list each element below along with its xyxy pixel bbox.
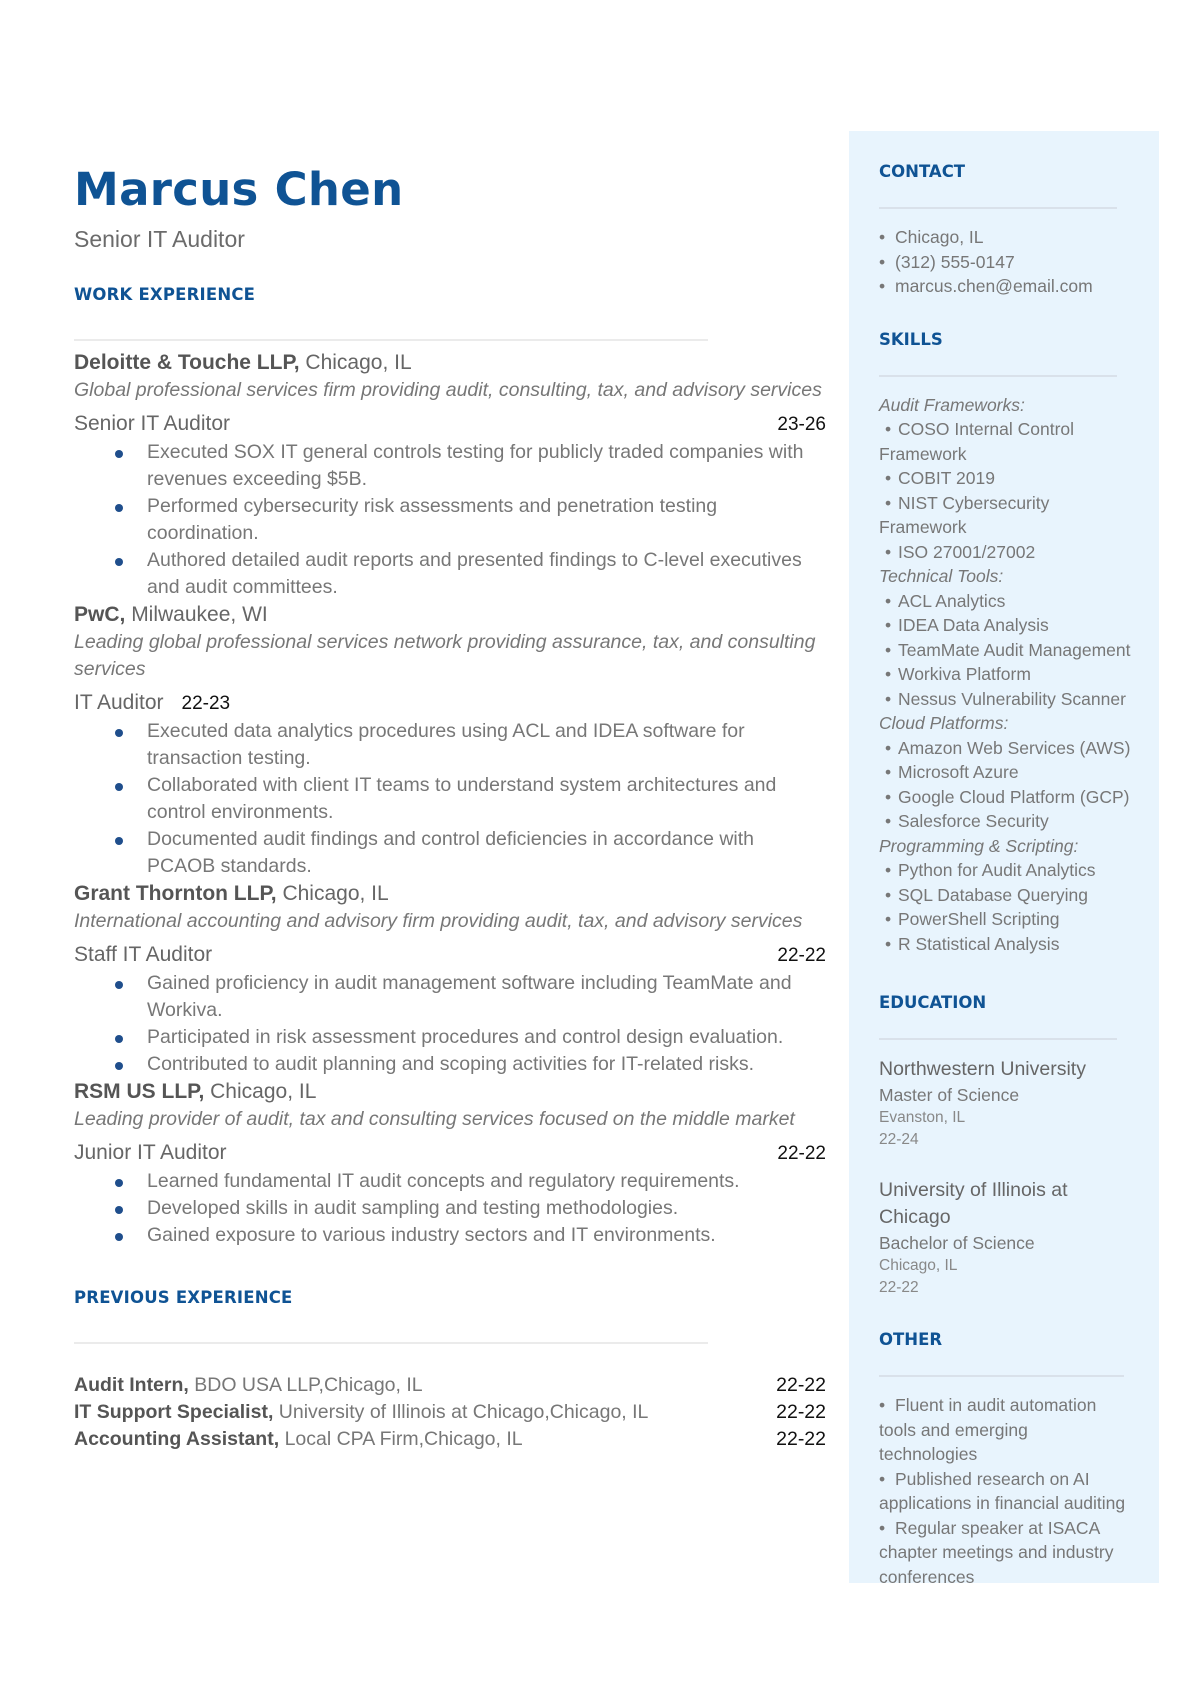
degree: Bachelor of Science — [879, 1233, 1035, 1253]
company-location: Chicago, IL — [210, 1080, 317, 1103]
company-description: Leading provider of audit, tax and consulting services focused on the middle market — [74, 1108, 795, 1130]
bullet-icon: • — [885, 909, 892, 929]
skill-item — [879, 638, 1139, 663]
skill-item — [879, 540, 1139, 565]
company-description: Global professional services firm providing audit, consulting, tax, and advisory services — [74, 379, 822, 401]
company-location: Chicago, IL — [305, 351, 412, 374]
company-name: PwC, — [74, 603, 126, 626]
bullet-icon: • — [885, 468, 892, 488]
company-description: Leading global professional services network providing assurance, tax, and consulting services — [74, 631, 816, 680]
previous-org: University of Illinois at Chicago,Chicago, IL — [278, 1401, 649, 1423]
bullet-item: Learned fundamental IT audit concepts and regulatory requirements. — [147, 1168, 826, 1195]
company-line — [74, 1078, 826, 1106]
skill-text: Workiva Platform — [898, 664, 1031, 684]
bullet-icon: • — [885, 933, 892, 954]
other-text: Published research on AI applications in financial auditing — [879, 1468, 1126, 1513]
company-location: Milwaukee, WI — [131, 603, 268, 626]
education-dates: 22-22 — [879, 1279, 919, 1296]
bullet-icon: • — [879, 276, 886, 296]
role-row — [74, 1139, 826, 1168]
previous-experience-item — [74, 1426, 826, 1453]
bullet-item: Performed cybersecurity risk assessments and penetration testing coordination. — [147, 493, 826, 547]
bullet-icon: • — [885, 419, 892, 439]
other-text: Fluent in audit automation tools and emerging technologies — [879, 1395, 1097, 1464]
other-text: Regular speaker at ISACA chapter meetings and industry conferences — [879, 1517, 1114, 1587]
previous-org: Local CPA Firm,Chicago, IL — [284, 1428, 523, 1450]
skill-item — [879, 491, 1139, 540]
section-divider — [74, 339, 708, 341]
skill-item — [879, 736, 1139, 761]
skill-item — [879, 613, 1139, 638]
bullet-icon: • — [885, 737, 892, 758]
job-bullets — [74, 1168, 826, 1249]
previous-experience-item — [74, 1372, 826, 1399]
job-entry — [74, 349, 826, 601]
sidebar — [849, 131, 1159, 1587]
bullet-icon: • — [885, 811, 892, 831]
job-entry — [74, 601, 826, 880]
company-line — [74, 880, 826, 908]
role-row — [74, 410, 826, 439]
skill-item — [879, 785, 1139, 810]
skill-item — [879, 809, 1139, 834]
other-item — [879, 1393, 1129, 1467]
section-divider — [879, 207, 1117, 209]
contact-text: Chicago, IL — [895, 227, 984, 247]
bullet-item: Executed SOX IT general controls testing for publicly traded companies with revenues exceeding $5B. — [147, 439, 826, 493]
role-dates: 22-23 — [181, 693, 231, 714]
skill-text: SQL Database Querying — [898, 884, 1089, 905]
skill-text: Amazon Web Services (AWS) — [898, 737, 1131, 758]
bullet-item: Gained proficiency in audit management software including TeamMate and Workiva. — [147, 970, 826, 1024]
skill-item — [879, 662, 1139, 687]
skill-text: COBIT 2019 — [898, 468, 995, 488]
skill-text: Nessus Vulnerability Scanner — [898, 688, 1126, 709]
skill-item — [879, 907, 1139, 932]
bullet-icon: • — [879, 1395, 886, 1415]
company-line — [74, 349, 826, 377]
contact-heading: CONTACT — [879, 162, 966, 181]
previous-dates: 22-22 — [776, 1428, 826, 1450]
skills-list — [879, 393, 1159, 957]
role-dates: 23-26 — [777, 414, 826, 435]
skill-text: IDEA Data Analysis — [898, 615, 1049, 635]
previous-experience-heading: PREVIOUS EXPERIENCE — [74, 1288, 293, 1307]
bullet-icon: • — [879, 1468, 886, 1489]
previous-org: BDO USA LLP,Chicago, IL — [194, 1374, 423, 1396]
previous-experience-list — [74, 1372, 826, 1453]
skill-item — [879, 687, 1139, 712]
role-title: Staff IT Auditor — [74, 943, 213, 966]
education-entry — [879, 1056, 1119, 1151]
role-title: Junior IT Auditor — [74, 1141, 227, 1164]
school-location: Evanston, IL — [879, 1109, 966, 1126]
skill-item — [879, 466, 1139, 491]
school-name: University of Illinois at Chicago — [879, 1179, 1068, 1228]
company-line — [74, 601, 826, 629]
bullet-icon: • — [885, 664, 892, 684]
bullet-icon: • — [885, 884, 892, 905]
other-item — [879, 1467, 1129, 1516]
role-row — [74, 941, 826, 970]
company-location: Chicago, IL — [282, 882, 389, 905]
skill-text: ACL Analytics — [898, 590, 1006, 611]
education-dates: 22-24 — [879, 1131, 919, 1148]
previous-role: Audit Intern, — [74, 1374, 189, 1396]
skills-heading: SKILLS — [879, 329, 943, 349]
contact-text: (312) 555-0147 — [895, 251, 1015, 272]
skill-item — [879, 932, 1139, 957]
job-bullets — [74, 970, 826, 1078]
section-divider — [879, 1038, 1117, 1040]
section-divider — [74, 1342, 708, 1344]
company-name: RSM US LLP, — [74, 1080, 205, 1103]
role-row — [74, 689, 826, 718]
candidate-title: Senior IT Auditor — [74, 226, 245, 252]
skill-category: Technical Tools: — [879, 566, 1004, 586]
previous-dates: 22-22 — [776, 1374, 826, 1396]
skill-text: Python for Audit Analytics — [898, 860, 1096, 880]
job-bullets — [74, 718, 826, 880]
skill-item — [879, 883, 1139, 908]
skill-text: Salesforce Security — [898, 811, 1049, 831]
role-title: Senior IT Auditor — [74, 412, 231, 435]
bullet-item: Contributed to audit planning and scoping activities for IT-related risks. — [147, 1051, 826, 1078]
bullet-item: Documented audit findings and control deficiencies in accordance with PCAOB standards. — [147, 826, 826, 880]
skill-text: NIST Cybersecurity Framework — [879, 492, 1050, 537]
bullet-item: Authored detailed audit reports and presented findings to C-level executives and audit committees. — [147, 547, 826, 601]
contact-text: marcus.chen@email.com — [895, 276, 1093, 296]
previous-experience-item — [74, 1399, 826, 1426]
other-heading: OTHER — [879, 1330, 943, 1349]
bullet-icon: • — [885, 541, 892, 562]
education-entry — [879, 1177, 1119, 1299]
role-dates: 22-22 — [777, 945, 826, 966]
skill-text: R Statistical Analysis — [898, 933, 1060, 954]
bullet-icon: • — [885, 688, 892, 709]
other-list — [879, 1393, 1159, 1589]
bullet-icon: • — [879, 1517, 886, 1538]
skill-category: Audit Frameworks: — [879, 394, 1025, 415]
skill-text: TeamMate Audit Management — [898, 639, 1131, 660]
section-divider — [879, 375, 1117, 377]
bullet-item: Collaborated with client IT teams to understand system architectures and control environments. — [147, 772, 826, 826]
skill-text: COSO Internal Control Framework — [879, 419, 1075, 464]
contact-location — [879, 225, 1159, 250]
candidate-name: Marcus Chen — [74, 163, 404, 216]
skill-text: Google Cloud Platform (GCP) — [898, 786, 1130, 807]
work-experience-heading: WORK EXPERIENCE — [74, 285, 256, 304]
main-column — [74, 160, 826, 1453]
company-description: International accounting and advisory firm providing audit, tax, and advisory services — [74, 910, 803, 932]
skill-item — [879, 858, 1139, 883]
job-entry — [74, 1078, 826, 1249]
bullet-item: Gained exposure to various industry sectors and IT environments. — [147, 1222, 826, 1249]
skill-category: Cloud Platforms: — [879, 713, 1009, 733]
school-name: Northwestern University — [879, 1058, 1086, 1080]
role-title: IT Auditor — [74, 691, 164, 714]
bullet-icon: • — [885, 786, 892, 807]
bullet-icon: • — [879, 251, 886, 272]
skill-text: ISO 27001/27002 — [898, 541, 1036, 562]
contact-email[interactable] — [879, 274, 1159, 299]
skill-item — [879, 760, 1139, 785]
bullet-icon: • — [879, 227, 886, 247]
previous-role: Accounting Assistant, — [74, 1428, 280, 1450]
previous-role: IT Support Specialist, — [74, 1401, 274, 1423]
company-name: Grant Thornton LLP, — [74, 882, 277, 905]
skill-item — [879, 417, 1139, 466]
bullet-icon: • — [885, 615, 892, 635]
bullet-icon: • — [885, 860, 892, 880]
role-dates: 22-22 — [777, 1143, 826, 1164]
company-name: Deloitte & Touche LLP, — [74, 351, 300, 374]
contact-list — [879, 225, 1159, 299]
bullet-icon: • — [885, 639, 892, 660]
bullet-icon: • — [885, 762, 892, 782]
bullet-item: Executed data analytics procedures using ACL and IDEA software for transaction testing. — [147, 718, 826, 772]
contact-phone[interactable] — [879, 250, 1159, 275]
skill-text: Microsoft Azure — [898, 762, 1019, 782]
previous-dates: 22-22 — [776, 1401, 826, 1423]
section-divider — [879, 1375, 1124, 1377]
education-heading: EDUCATION — [879, 993, 987, 1012]
bullet-icon: • — [885, 492, 892, 513]
other-item — [879, 1516, 1129, 1590]
school-location: Chicago, IL — [879, 1257, 958, 1274]
skill-item — [879, 589, 1139, 614]
job-bullets — [74, 439, 826, 601]
skill-text: PowerShell Scripting — [898, 909, 1060, 929]
bullet-icon: • — [885, 590, 892, 611]
degree: Master of Science — [879, 1085, 1020, 1105]
skill-category: Programming & Scripting: — [879, 835, 1079, 856]
bullet-item: Participated in risk assessment procedures and control design evaluation. — [147, 1024, 826, 1051]
job-entry — [74, 880, 826, 1078]
bullet-item: Developed skills in audit sampling and testing methodologies. — [147, 1195, 826, 1222]
